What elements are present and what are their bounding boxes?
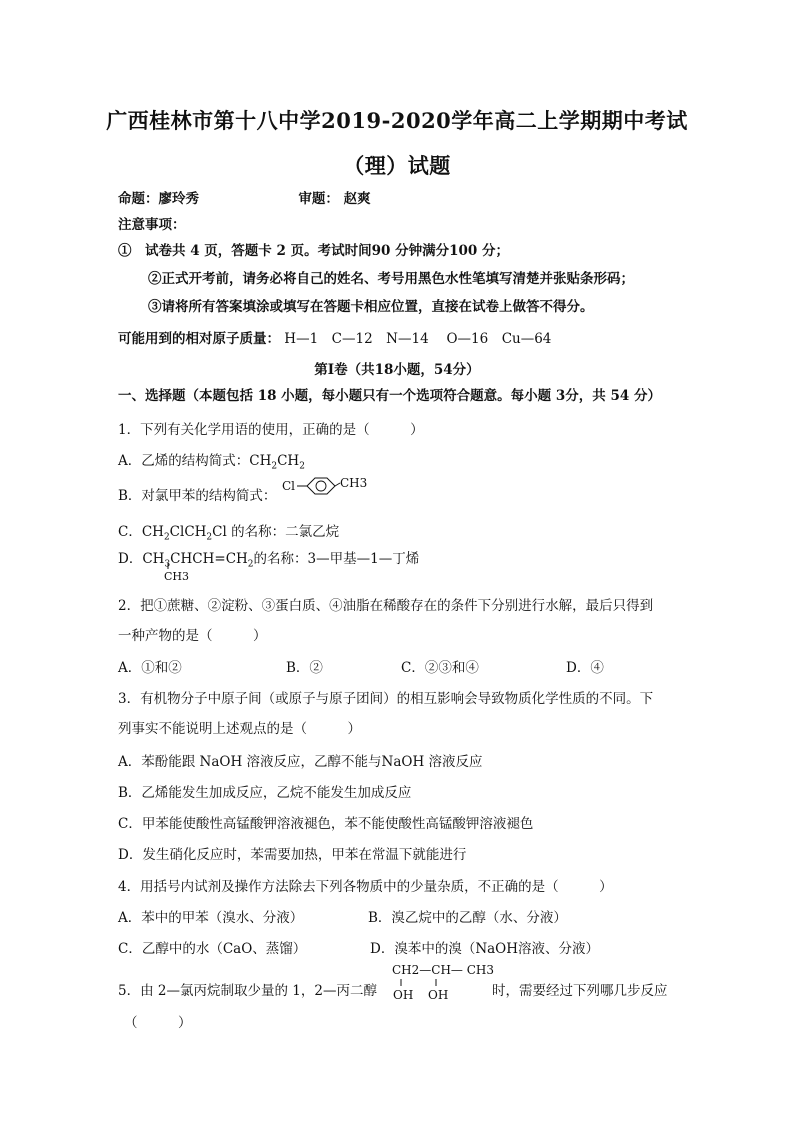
part-title: 第Ⅰ卷（共18小题，54分） xyxy=(314,362,480,378)
notice-item-2: ②正式开考前，请务必将自己的姓名、考号用黑色水性笔填写清楚并张贴条形码； xyxy=(148,271,634,287)
q5-stem-1: 5．由 2—氯丙烷制取少量的 1，2—丙二醇 xyxy=(118,983,377,999)
q1-option-d: D．$CH_3CHCH=CH_2$的名称：3—甲基—1—丁烯 xyxy=(118,551,420,570)
author-line xyxy=(118,187,371,207)
propanediol-structure xyxy=(392,960,502,1004)
p-chlorotoluene-structure xyxy=(282,474,368,508)
q1-d-branch xyxy=(160,563,200,585)
q4-option-c: C．乙醇中的水（CaO、蒸馏） xyxy=(118,941,307,957)
notice-title: 注意事项： xyxy=(118,217,186,233)
q1-option-b: B．对氯甲苯的结构简式： xyxy=(118,488,277,504)
cl-label: Cl xyxy=(282,479,296,493)
exam-title-line1: 广西桂林市第十八中学2019-2020学年高二上学期期中考试 xyxy=(106,108,688,133)
atomic-mass-label: 可能用到的相对原子质量： xyxy=(118,331,280,347)
q1-stem: 1．下列有关化学用语的使用，正确的是（ ） xyxy=(118,422,424,438)
struct-oh-1: OH xyxy=(393,988,414,1002)
q5-stem-3: （ ） xyxy=(124,1015,192,1031)
q5-stem-2: 时，需要经过下列哪几步反应 xyxy=(492,983,668,999)
svg-text:CH3: CH3 xyxy=(164,570,190,583)
atomic-mass-line xyxy=(118,327,551,347)
ch3-label: CH3 xyxy=(340,476,368,490)
exam-title-line2: （理）试题 xyxy=(343,153,451,178)
notice-item-1: ① 试卷共 4 页，答题卡 2 页。考试时间90 分钟满分100 分； xyxy=(118,243,509,259)
q3-option-b: B．乙烯能发生加成反应，乙烷不能发生加成反应 xyxy=(118,785,412,801)
q2-stem-1: 2．把①蔗糖、②淀粉、③蛋白质、④油脂在稀酸存在的条件下分别进行水解，最后只得到 xyxy=(118,598,654,614)
notice-item-3: ③请将所有答案填涂或填写在答题卡相应位置，直接在试卷上做答不得分。 xyxy=(148,299,594,315)
q4-option-d: D．溴苯中的溴（NaOH溶液、分液） xyxy=(370,941,600,957)
q3-stem-1: 3．有机物分子中原子间（或原子与原子团间）的相互影响会导致物质化学性质的不同。下 xyxy=(118,691,654,707)
section-instructions: 一、选择题（本题包括 18 小题，每小题只有一个选项符合题意。每小题 3分，共 54 分） xyxy=(118,388,661,404)
q2-option-b: B．② xyxy=(286,660,323,676)
q2-option-d: D．④ xyxy=(566,660,604,676)
q4-stem: 4．用括号内试剂及操作方法除去下列各物质中的少量杂质，不正确的是（ ） xyxy=(118,879,613,895)
q3-option-d: D．发生硝化反应时，苯需要加热，甲苯在常温下就能进行 xyxy=(118,847,467,863)
author: 命题：廖玲秀 xyxy=(118,191,199,207)
q4-option-a: A．苯中的甲苯（溴水、分液） xyxy=(118,910,304,926)
q3-option-c: C．甲苯能使酸性高锰酸钾溶液褪色，苯不能使酸性高锰酸钾溶液褪色 xyxy=(118,816,534,832)
q2-option-c: C．②③和④ xyxy=(401,660,479,676)
q1-option-c: C．$CH_2ClCH_2Cl$ 的名称：二氯乙烷 xyxy=(118,524,340,543)
benzene-ring-icon xyxy=(307,478,335,494)
q3-stem-2: 列事实不能说明上述观点的是（ ） xyxy=(118,721,361,737)
q3-option-a: A．苯酚能跟 NaOH 溶液反应，乙醇不能与NaOH 溶液反应 xyxy=(118,754,483,770)
q2-stem-2: 一种产物的是（ ） xyxy=(118,628,267,644)
struct-top: CH2—CH— CH3 xyxy=(392,963,495,977)
q2-option-a: A．①和② xyxy=(118,660,182,676)
reviewer: 审题： 赵爽 xyxy=(298,191,371,207)
struct-oh-2: OH xyxy=(428,988,449,1002)
q4-option-b: B．溴乙烷中的乙醇（水、分液） xyxy=(368,910,567,926)
atomic-mass-values: H—1 C—12 N—14 O—16 Cu—64 xyxy=(284,331,552,347)
q1-option-a: A．乙烯的结构简式：$CH_2CH_2$ xyxy=(118,453,305,472)
